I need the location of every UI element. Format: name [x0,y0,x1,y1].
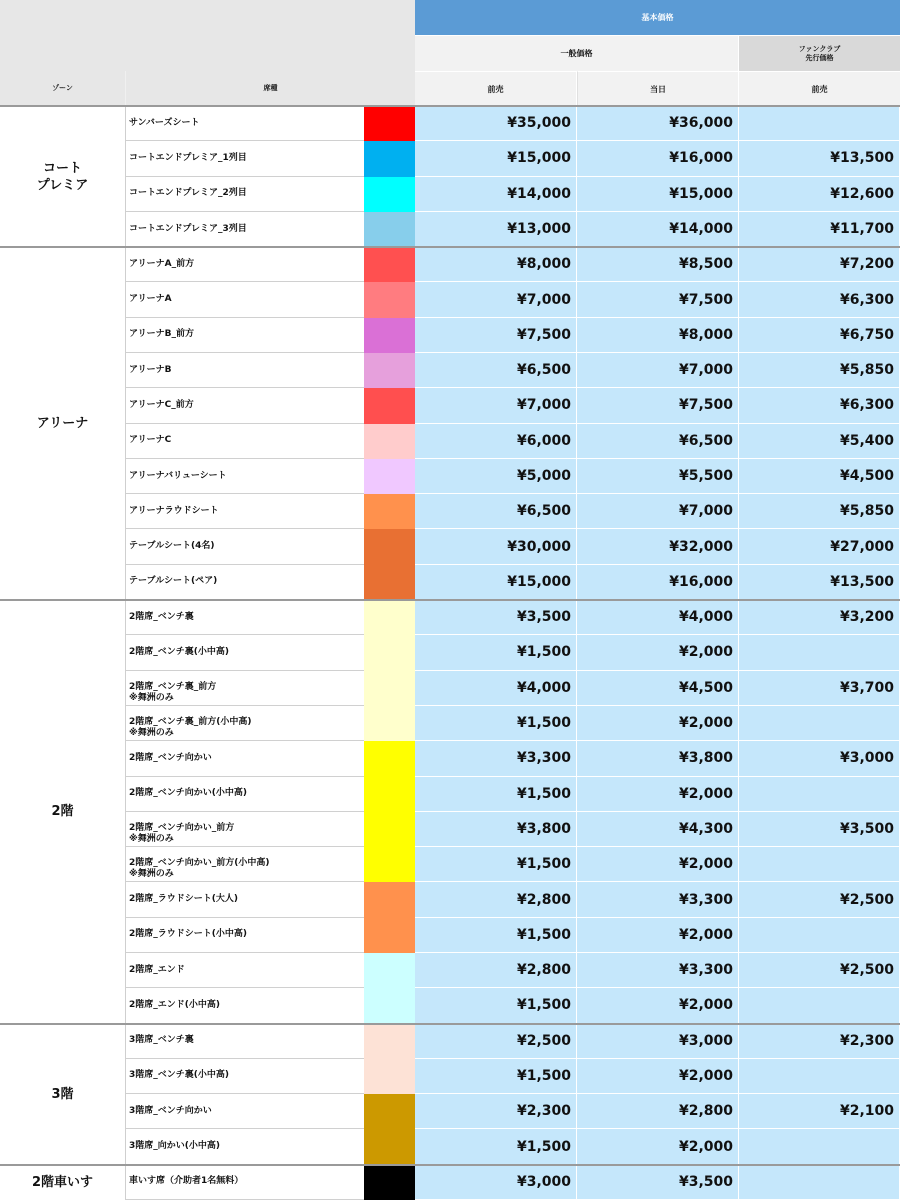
price-fc: ¥12,600 [739,177,900,212]
price-sameday: ¥3,800 [577,741,739,776]
price-presale: ¥6,500 [415,353,577,388]
price-sameday: ¥4,300 [577,812,739,847]
seat-name: 車いす席（介助者1名無料） [129,1176,244,1187]
seat-name: サンバーズシート [129,117,200,128]
seat-note: ※舞洲のみ [129,692,174,703]
price-fc: ¥2,500 [739,953,900,988]
price-fc: ¥5,850 [739,494,900,529]
price-sameday: ¥2,000 [577,635,739,670]
seat-name-cell [126,812,364,847]
seat-name-cell [126,671,364,706]
price-presale: ¥1,500 [415,635,577,670]
seat-name-cell [126,282,364,317]
price-presale: ¥2,300 [415,1094,577,1129]
seat-color-swatch [364,494,415,529]
header-zone: ゾーン [0,71,125,106]
seat-color-swatch [364,459,415,494]
seat-name: 2階席_ベンチ向かい_前方 [129,823,235,834]
seat-name-cell [126,918,364,953]
price-fc: ¥2,500 [739,882,900,917]
price-presale: ¥2,800 [415,882,577,917]
seat-color-swatch [364,1059,415,1094]
price-fc: ¥2,100 [739,1094,900,1129]
price-fc: ¥3,000 [739,741,900,776]
price-fc: ¥27,000 [739,529,900,564]
price-sameday: ¥3,300 [577,882,739,917]
price-fc [739,1165,900,1200]
zone-separator [0,1164,900,1166]
seat-name-cell [126,882,364,917]
seat-color-swatch [364,141,415,176]
price-presale: ¥7,000 [415,388,577,423]
seat-name-cell [126,1094,364,1129]
seat-color-swatch [364,1129,415,1164]
price-fc: ¥13,500 [739,565,900,600]
seat-name-cell [126,459,364,494]
seat-name: アリーナC_前方 [129,399,194,410]
header-blank [0,0,415,71]
price-presale: ¥7,500 [415,318,577,353]
seat-note: ※舞洲のみ [129,728,174,739]
price-sameday: ¥3,300 [577,953,739,988]
seat-color-swatch [364,529,415,564]
price-fc: ¥6,750 [739,318,900,353]
price-fc [739,1129,900,1164]
seat-color-swatch [364,671,415,706]
seat-color-swatch [364,212,415,247]
seat-name-cell [126,1024,364,1059]
seat-name-cell [126,847,364,882]
price-fc: ¥4,500 [739,459,900,494]
price-presale: ¥2,800 [415,953,577,988]
seat-name: 2階席_ベンチ向かい(小中高) [129,788,247,799]
price-presale: ¥5,000 [415,459,577,494]
seat-name: 3階席_ベンチ裏(小中高) [129,1070,229,1081]
seat-name: アリーナバリューシート [129,470,227,481]
price-presale: ¥4,000 [415,671,577,706]
seat-color-swatch [364,424,415,459]
seat-color-swatch [364,706,415,741]
price-fc: ¥11,700 [739,212,900,247]
seat-name-cell [126,424,364,459]
price-sameday: ¥2,000 [577,918,739,953]
header-seat: 席種 [125,71,415,106]
price-sameday: ¥7,500 [577,388,739,423]
price-fc [739,847,900,882]
seat-name-cell [126,494,364,529]
price-fc: ¥7,200 [739,247,900,282]
price-fc [739,635,900,670]
header-general-price: 一般価格 [415,35,738,71]
seat-name: 3階席_向かい(小中高) [129,1141,220,1152]
seat-name: 2階席_ベンチ向かい_前方(小中高) [129,858,270,869]
price-presale: ¥2,500 [415,1024,577,1059]
seat-color-swatch [364,1024,415,1059]
zone-label: 3階 [51,1086,74,1102]
price-presale: ¥3,300 [415,741,577,776]
price-fc [739,706,900,741]
seat-name: 2階席_ベンチ向かい [129,752,212,763]
seat-color-swatch [364,812,415,847]
seat-name: 2階席_ベンチ裏(小中高) [129,646,229,657]
price-presale: ¥1,500 [415,1059,577,1094]
seat-name-cell [126,177,364,212]
price-sameday: ¥2,800 [577,1094,739,1129]
seat-color-swatch [364,1094,415,1129]
seat-name-cell [126,1129,364,1164]
seat-name: コートエンドプレミア_1列目 [129,152,247,163]
seat-name: アリーナラウドシート [129,505,219,516]
price-sameday: ¥14,000 [577,212,739,247]
price-presale: ¥13,000 [415,212,577,247]
header-sameday: 当日 [577,71,738,106]
seat-name-cell [126,247,364,282]
price-presale: ¥1,500 [415,918,577,953]
seat-note: ※舞洲のみ [129,834,174,845]
seat-name-cell [126,706,364,741]
seat-color-swatch [364,106,415,141]
zone-separator [0,246,900,248]
seat-name: 2階席_ベンチ裏_前方(小中高) [129,717,252,728]
seat-color-swatch [364,988,415,1023]
price-sameday: ¥2,000 [577,988,739,1023]
price-presale: ¥35,000 [415,106,577,141]
seat-name: 2階席_ラウドシート(小中高) [129,929,247,940]
price-sameday: ¥7,000 [577,494,739,529]
header-base-price: 基本価格 [415,0,900,35]
header-presale: 前売 [415,71,576,106]
seat-name: コートエンドプレミア_3列目 [129,223,247,234]
seat-name-cell [126,529,364,564]
price-presale: ¥1,500 [415,777,577,812]
seat-name: テーブルシート(ペア) [129,576,218,587]
seat-color-swatch [364,353,415,388]
price-fc [739,106,900,141]
seat-name-cell [126,1165,364,1200]
seat-color-swatch [364,282,415,317]
seat-name: 3階席_ベンチ裏 [129,1035,194,1046]
price-fc [739,918,900,953]
price-presale: ¥3,000 [415,1165,577,1200]
price-fc: ¥5,850 [739,353,900,388]
seat-color-swatch [364,741,415,776]
zone-separator [0,1023,900,1025]
price-sameday: ¥2,000 [577,777,739,812]
price-presale: ¥1,500 [415,1129,577,1164]
seat-name: 3階席_ベンチ向かい [129,1105,212,1116]
price-presale: ¥1,500 [415,706,577,741]
seat-name: 2階席_エンド [129,964,185,975]
price-sameday: ¥5,500 [577,459,739,494]
seat-name-cell [126,565,364,600]
price-sameday: ¥16,000 [577,141,739,176]
seat-name-cell [126,635,364,670]
seat-name-cell [126,953,364,988]
seat-color-swatch [364,635,415,670]
seat-name-cell [126,600,364,635]
header-fanclub-price: ファンクラブ 先行価格 [739,35,900,71]
price-presale: ¥7,000 [415,282,577,317]
seat-note: ※舞洲のみ [129,869,174,880]
price-fc: ¥6,300 [739,282,900,317]
price-fc [739,988,900,1023]
price-presale: ¥1,500 [415,988,577,1023]
seat-color-swatch [364,247,415,282]
seat-name: アリーナB [129,364,172,375]
zone-separator [0,105,900,107]
price-presale: ¥3,800 [415,812,577,847]
price-presale: ¥14,000 [415,177,577,212]
price-fc: ¥13,500 [739,141,900,176]
price-sameday: ¥4,500 [577,671,739,706]
price-fc: ¥2,300 [739,1024,900,1059]
price-presale: ¥8,000 [415,247,577,282]
price-fc: ¥3,700 [739,671,900,706]
seat-name: 2階席_ベンチ裏 [129,611,194,622]
price-fc [739,777,900,812]
seat-name-cell [126,741,364,776]
price-sameday: ¥6,500 [577,424,739,459]
price-fc: ¥3,500 [739,812,900,847]
seat-name: 2階席_ベンチ裏_前方 [129,681,217,692]
seat-color-swatch [364,918,415,953]
price-sameday: ¥4,000 [577,600,739,635]
zone-label: 2階 [51,804,74,820]
zone-label: 2階車いす [31,1174,94,1190]
seat-name-cell [126,141,364,176]
price-fc: ¥6,300 [739,388,900,423]
seat-color-swatch [364,388,415,423]
seat-name-cell [126,318,364,353]
seat-name-cell [126,106,364,141]
price-sameday: ¥32,000 [577,529,739,564]
price-sameday: ¥2,000 [577,847,739,882]
seat-name: コートエンドプレミア_2列目 [129,188,247,199]
price-presale: ¥6,500 [415,494,577,529]
seat-name: 2階席_ラウドシート(大人) [129,894,238,905]
seat-name-cell [126,777,364,812]
seat-color-swatch [364,600,415,635]
seat-color-swatch [364,1165,415,1200]
price-sameday: ¥3,000 [577,1024,739,1059]
price-fc [739,1059,900,1094]
price-sameday: ¥2,000 [577,1059,739,1094]
seat-name: アリーナA [129,294,172,305]
seat-name-cell [126,212,364,247]
seat-name-cell [126,1059,364,1094]
header-fc-presale: 前売 [739,71,900,106]
price-presale: ¥15,000 [415,565,577,600]
zone-separator [0,599,900,601]
price-presale: ¥15,000 [415,141,577,176]
price-sameday: ¥36,000 [577,106,739,141]
price-presale: ¥1,500 [415,847,577,882]
price-presale: ¥3,500 [415,600,577,635]
seat-name: テーブルシート(4名) [129,541,215,552]
price-sameday: ¥8,500 [577,247,739,282]
price-sameday: ¥8,000 [577,318,739,353]
seat-color-swatch [364,847,415,882]
seat-name: 2階席_エンド(小中高) [129,999,220,1010]
price-sameday: ¥2,000 [577,706,739,741]
seat-name-cell [126,353,364,388]
price-fc: ¥3,200 [739,600,900,635]
price-sameday: ¥16,000 [577,565,739,600]
seat-name: アリーナC [129,435,172,446]
seat-color-swatch [364,177,415,212]
price-sameday: ¥15,000 [577,177,739,212]
seat-color-swatch [364,882,415,917]
seat-color-swatch [364,565,415,600]
price-sameday: ¥3,500 [577,1165,739,1200]
seat-name-cell [126,388,364,423]
price-presale: ¥30,000 [415,529,577,564]
price-sameday: ¥2,000 [577,1129,739,1164]
seat-name-cell [126,988,364,1023]
seat-name: アリーナB_前方 [129,329,195,340]
price-sameday: ¥7,000 [577,353,739,388]
seat-color-swatch [364,777,415,812]
price-presale: ¥6,000 [415,424,577,459]
price-sameday: ¥7,500 [577,282,739,317]
seat-color-swatch [364,318,415,353]
zone-label: アリーナ [36,416,89,432]
seat-color-swatch [364,953,415,988]
price-fc: ¥5,400 [739,424,900,459]
zone-label: コート プレミア [36,160,89,193]
seat-name: アリーナA_前方 [129,258,195,269]
